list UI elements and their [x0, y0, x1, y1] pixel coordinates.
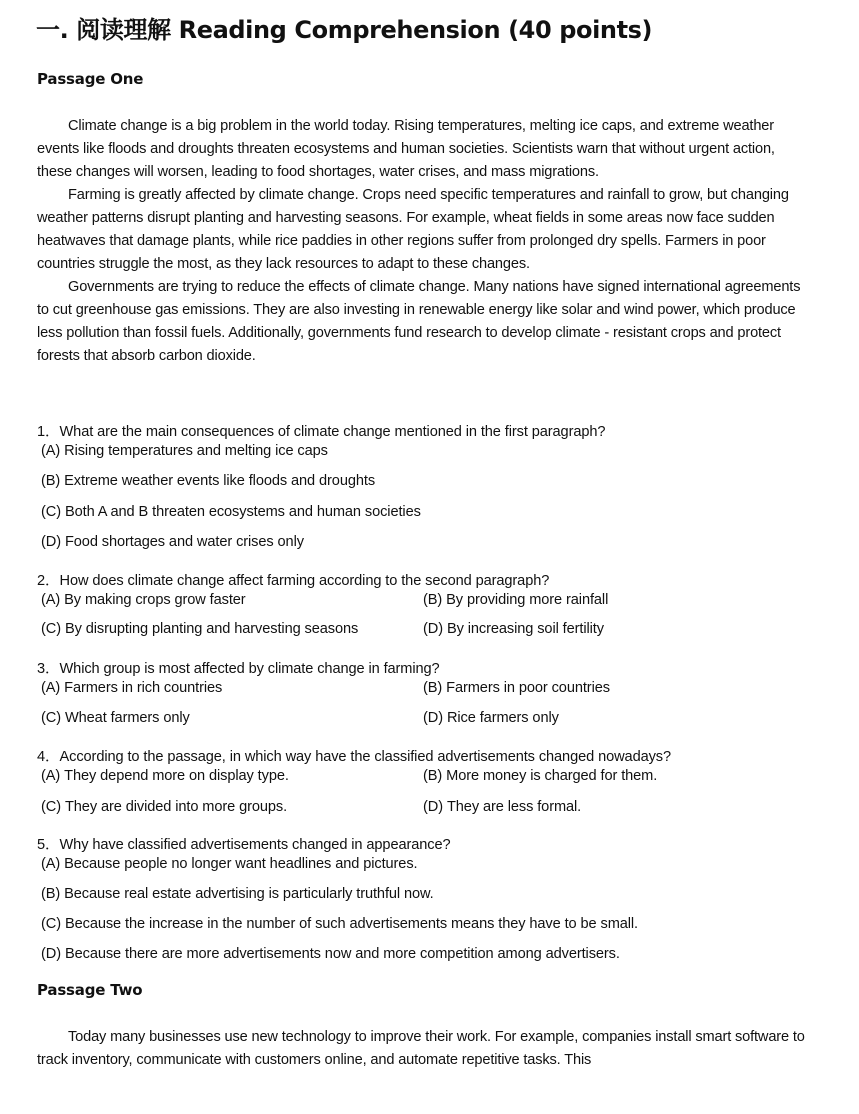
- option-letter: (A): [41, 592, 61, 608]
- option-text: By increasing soil fertility: [446, 621, 604, 637]
- option-letter: (D): [423, 621, 443, 637]
- option-letter: (D): [423, 710, 443, 726]
- option-letter: (B): [41, 886, 61, 902]
- question-5-option-a[interactable]: [41, 856, 417, 872]
- passage-two-paragraph-1: Today many businesses use new technology to improve their work. For example, companies install smart software to track inventory, communicate with customers online, and automate repetitive tasks. This: [37, 1029, 805, 1068]
- question-3-option-a[interactable]: [41, 680, 222, 696]
- question-1-option-a[interactable]: [41, 443, 328, 459]
- question-1-option-d[interactable]: [41, 534, 304, 550]
- option-text: By making crops grow faster: [64, 592, 246, 608]
- option-letter: (B): [41, 473, 61, 489]
- option-letter: (D): [41, 946, 61, 962]
- option-text: By disrupting planting and harvesting seasons: [64, 621, 359, 637]
- question-3: 3．Which group is most affected by climate change in farming?: [37, 661, 440, 677]
- option-letter: (C): [41, 504, 61, 520]
- option-text: More money is charged for them.: [446, 768, 658, 784]
- option-text: They depend more on display type.: [64, 768, 289, 784]
- option-letter: (D): [41, 534, 61, 550]
- option-letter: (B): [423, 680, 443, 696]
- option-text: They are divided into more groups.: [64, 799, 288, 815]
- question-4-option-c[interactable]: [41, 799, 287, 815]
- option-text: They are less formal.: [446, 799, 582, 815]
- passage-one-title: Passage One: [37, 70, 144, 88]
- section-title: 一. 阅读理解 Reading Comprehension (40 points): [36, 16, 653, 44]
- passage-one-body: [37, 115, 807, 368]
- question-1-option-c[interactable]: [41, 504, 421, 520]
- option-text: Because real estate advertising is particularly truthful now.: [64, 886, 434, 902]
- question-1: 1．What are the main consequences of climate change mentioned in the first paragraph?: [37, 424, 606, 440]
- question-4: 4．According to the passage, in which way have the classified advertisements changed nowadays?: [37, 749, 672, 765]
- option-text: Because there are more advertisements now and more competition among advertisers.: [64, 946, 620, 962]
- option-text: Food shortages and water crises only: [64, 534, 304, 550]
- question-4-option-a[interactable]: [41, 768, 289, 784]
- option-text: Extreme weather events like floods and droughts: [64, 473, 376, 489]
- option-letter: (D): [423, 799, 443, 815]
- question-3-option-b[interactable]: [423, 680, 610, 696]
- option-text: Rising temperatures and melting ice caps: [64, 443, 328, 459]
- passage-two-body: [37, 1026, 807, 1072]
- question-5-option-c[interactable]: [41, 916, 638, 932]
- option-text: Farmers in rich countries: [64, 680, 223, 696]
- option-text: Rice farmers only: [446, 710, 559, 726]
- option-text: Both A and B threaten ecosystems and human societies: [64, 504, 421, 520]
- option-letter: (C): [41, 621, 61, 637]
- option-letter: (A): [41, 680, 61, 696]
- option-letter: (A): [41, 856, 61, 872]
- question-5-option-b[interactable]: [41, 886, 434, 902]
- question-1-option-b[interactable]: [41, 473, 375, 489]
- question-2-option-b[interactable]: [423, 592, 608, 608]
- option-letter: (A): [41, 443, 61, 459]
- question-4-option-b[interactable]: [423, 768, 657, 784]
- question-5: 5．Why have classified advertisements changed in appearance?: [37, 837, 451, 853]
- passage-one-paragraph-3: Governments are trying to reduce the effects of climate change. Many nations have signed international agreements to cut greenhouse gas emissions. They are also investing in renewable energy like solar and wind power, which produce less pollution than fossil fuels. Additionally, governments fund research to develop climate - resistant crops and protect forests that absorb carbon dioxide.: [37, 279, 801, 364]
- option-text: Because people no longer want headlines and pictures.: [64, 856, 418, 872]
- question-2-option-d[interactable]: [423, 621, 604, 637]
- question-2-option-a[interactable]: [41, 592, 246, 608]
- question-3-option-d[interactable]: [423, 710, 559, 726]
- option-letter: (C): [41, 799, 61, 815]
- option-text: By providing more rainfall: [446, 592, 609, 608]
- option-text: Because the increase in the number of such advertisements means they have to be small.: [64, 916, 639, 932]
- option-text: Farmers in poor countries: [446, 680, 610, 696]
- passage-two-title: Passage Two: [37, 981, 143, 999]
- question-2-option-c[interactable]: [41, 621, 358, 637]
- option-letter: (A): [41, 768, 61, 784]
- option-text: Wheat farmers only: [64, 710, 190, 726]
- question-2: 2．How does climate change affect farming according to the second paragraph?: [37, 573, 550, 589]
- question-3-option-c[interactable]: [41, 710, 190, 726]
- question-4-option-d[interactable]: [423, 799, 581, 815]
- option-letter: (B): [423, 768, 443, 784]
- question-5-option-d[interactable]: [41, 946, 620, 962]
- passage-one-paragraph-2: Farming is greatly affected by climate change. Crops need specific temperatures and rainfall to grow, but changing weather patterns disrupt planting and harvesting seasons. For example, wheat fields in some areas now face sudden heatwaves that damage plants, while rice paddies in other regions suffer from prolonged dry spells. Farmers in poor countries struggle the most, as they lack resources to adapt to these changes.: [37, 187, 789, 272]
- option-letter: (C): [41, 710, 61, 726]
- option-letter: (C): [41, 916, 61, 932]
- option-letter: (B): [423, 592, 443, 608]
- passage-one-paragraph-1: Climate change is a big problem in the world today. Rising temperatures, melting ice caps, and extreme weather events like floods and droughts threaten ecosystems and human societies. Scientists warn that without urgent action, these changes will worsen, leading to food shortages, water crises, and mass migrations.: [37, 118, 775, 180]
